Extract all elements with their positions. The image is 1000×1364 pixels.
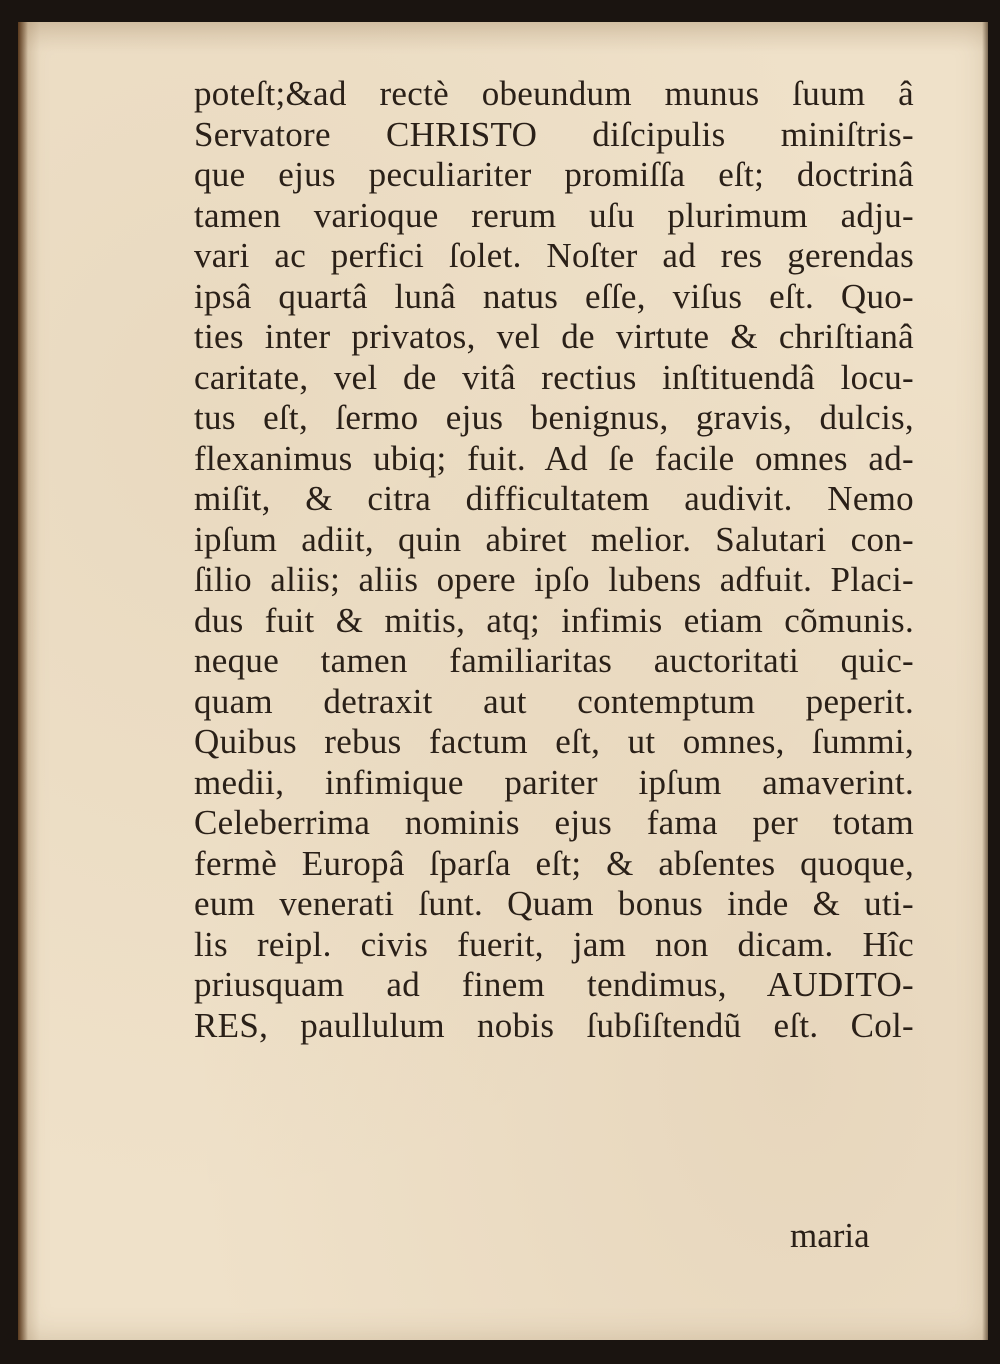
body-text [194,74,914,1046]
text-line: Celeberrima nominis ejus fama per totam [194,803,914,842]
text-line: priusquam ad finem tendimus, AUDITO- [194,965,914,1004]
text-line: ſilio aliis; aliis opere ipſo lubens adfuit. Placi- [194,560,914,599]
text-line: poteſt;&ad rectè obeundum munus ſuum â [194,74,914,113]
text-line: Servatore CHRISTO diſcipulis miniſtris- [194,114,914,154]
text-line: fermè Europâ ſparſa eſt; & abſentes quoque, [194,843,914,883]
text-line: caritate, vel de vitâ rectius inſtituendâ locu- [194,357,914,397]
text-line: tamen varioque rerum uſu plurimum adju- [194,195,914,235]
text-line: miſit, & citra difficultatem audivit. Nemo [194,479,914,518]
text-line: Quibus rebus factum eſt, ut omnes, ſummi, [194,722,914,761]
text-line: vari ac perfici ſolet. Noſter ad res gerendas [194,236,914,275]
text-line: quam detraxit aut contemptum peperit. [194,681,914,721]
text-line: neque tamen familiaritas auctoritati quic- [194,641,914,680]
text-line: eum venerati ſunt. Quam bonus inde & uti- [194,884,914,923]
text-line: tus eſt, ſermo ejus benignus, gravis, dulcis, [194,398,914,437]
text-line: dus fuit & mitis, atq; infimis etiam cõmunis. [194,600,914,640]
text-line: RES, paullulum nobis ſubſiſtendũ eſt. Col- [194,1005,914,1045]
text-line: ipsâ quartâ lunâ natus eſſe, viſus eſt. Quo- [194,276,914,316]
text-line: ties inter privatos, vel de virtute & chriſtianâ [194,317,914,356]
text-line: medii, infimique pariter ipſum amaverint. [194,762,914,802]
text-line: lis reipl. civis fuerit, jam non dicam. Hîc [194,924,914,964]
text-line: ipſum adiit, quin abiret melior. Salutari con- [194,519,914,559]
text-line: que ejus peculiariter promiſſa eſt; doctrinâ [194,155,914,194]
page-edge-shadow [982,22,988,1340]
page-gutter-shadow [18,22,28,1340]
text-line: flexanimus ubiq; fuit. Ad ſe facile omnes ad- [194,438,914,478]
catchword: maria [790,1216,870,1255]
